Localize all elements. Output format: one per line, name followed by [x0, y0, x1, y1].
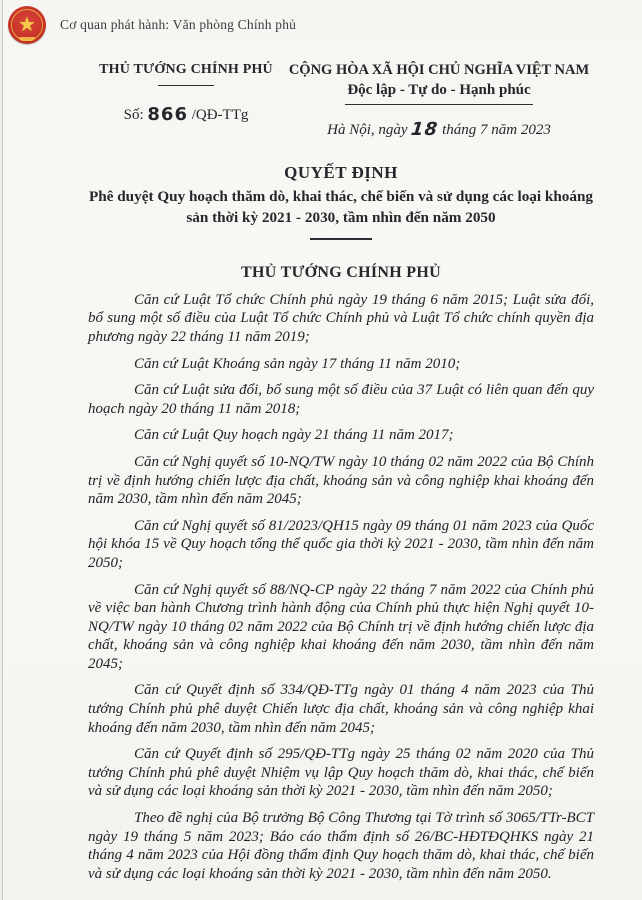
document-number-line	[88, 103, 284, 124]
document-subject: Phê duyệt Quy hoạch thăm dò, khai thác, chế biến và sử dụng các loại khoáng sản thời kỳ 2021 - 2030, tầm nhìn đến năm 2050	[88, 188, 594, 227]
country-title: CỘNG HÒA XÃ HỘI CHỦ NGHĨA VIỆT NAM	[288, 62, 590, 78]
body-paragraph: Căn cứ Luật Quy hoạch ngày 21 tháng 11 năm 2017;	[134, 427, 454, 444]
document-type-heading: QUYẾT ĐỊNH	[284, 163, 398, 183]
date-suffix: tháng 7 năm 2023	[438, 122, 551, 139]
place-date-line	[284, 118, 594, 139]
org-underline	[158, 85, 214, 86]
issuing-agency-bar	[0, 0, 642, 44]
header-right-column	[284, 62, 594, 139]
body-paragraph: Căn cứ Quyết định số 334/QĐ-TTg ngày 01 tháng 4 năm 2023 của Thủ tướng Chính phủ phê duyệt Chiến lược địa chất, khoáng sản và công nghiệp khai khoáng đến năm 2030, tầm nhìn đến năm 2045;	[88, 682, 594, 736]
document-header	[88, 62, 594, 139]
number-prefix: Số:	[123, 107, 148, 124]
title-block	[88, 163, 594, 239]
body-paragraph: Căn cứ Nghị quyết số 81/2023/QH15 ngày 09 tháng 01 năm 2023 của Quốc hội khóa 15 về Quy hoạch tổng thể quốc gia thời kỳ 2021 - 2030, tầm nhìn đến năm 2050;	[88, 517, 594, 571]
emblem-star-icon: ★	[18, 11, 36, 36]
vietnam-national-emblem-icon	[8, 6, 46, 44]
issuer-heading: THỦ TƯỚNG CHÍNH PHỦ	[241, 263, 441, 281]
title-divider	[310, 238, 372, 239]
org-name: THỦ TƯỚNG CHÍNH PHỦ	[99, 62, 273, 77]
body-paragraph: Căn cứ Nghị quyết số 88/NQ-CP ngày 22 tháng 7 năm 2022 của Chính phủ về việc ban hành Chương trình hành động của Chính phủ thực hiện Nghị quyết 10-NQ/TW ngày 10 tháng 02 năm 2022 của Bộ Chính trị về định hướng chiến lược địa chất, khoáng sản và công nghiệp khai khoáng đến năm 2030, tầm nhìn đến năm 2045;	[88, 581, 594, 672]
body-paragraph: Căn cứ Luật Tổ chức Chính phủ ngày 19 tháng 6 năm 2015; Luật sửa đổi, bổ sung một số điều của Luật Tổ chức Chính phủ và Luật Tổ chức chính quyền địa phương ngày 22 tháng 11 năm 2019;	[88, 291, 594, 345]
date-day-handwritten: 18	[410, 119, 440, 141]
page-edge-line	[2, 0, 3, 900]
document-body	[0, 44, 642, 883]
emblem-sheaf-shape	[19, 37, 35, 41]
date-prefix: Hà Nội, ngày	[327, 122, 412, 139]
body-paragraph: Căn cứ Quyết định số 295/QĐ-TTg ngày 25 tháng 02 năm 2020 của Thủ tướng Chính phủ phê duyệt Nhiệm vụ lập Quy hoạch thăm dò, khai thác, chế biến và sử dụng các loại khoáng sản thời kỳ 2021 - 2030, tầm nhìn đến năm 2050;	[88, 746, 594, 800]
national-motto: Độc lập - Tự do - Hạnh phúc	[347, 82, 531, 98]
number-suffix: /QĐ-TTg	[187, 107, 249, 124]
header-left-column	[88, 62, 284, 124]
issuing-agency-label: Cơ quan phát hành: Văn phòng Chính phủ	[60, 16, 297, 32]
body-paragraph: Theo đề nghị của Bộ trưởng Bộ Công Thương tại Tờ trình số 3065/TTr-BCT ngày 19 tháng 5 năm 2023; Báo cáo thẩm định số 26/BC-HĐTĐQHKS ngày 21 tháng 4 năm 2023 của Hội đồng thẩm định Quy hoạch thăm dò, khai thác, chế biến và sử dụng các loại khoáng sản thời kỳ 2021 - 2030, tầm nhìn đến năm 2050.	[88, 810, 594, 882]
legal-basis-paragraphs	[88, 291, 594, 884]
motto-underline	[345, 104, 533, 105]
body-paragraph: Căn cứ Luật Khoáng sản ngày 17 tháng 11 năm 2010;	[134, 355, 461, 372]
number-handwritten: 866	[147, 104, 188, 126]
body-paragraph: Căn cứ Luật sửa đổi, bổ sung một số điều của 37 Luật có liên quan đến quy hoạch ngày 20 tháng 11 năm 2018;	[88, 382, 594, 417]
body-paragraph: Căn cứ Nghị quyết số 10-NQ/TW ngày 10 tháng 02 năm 2022 của Bộ Chính trị về định hướng chiến lược địa chất, khoáng sản và công nghiệp khai khoáng đến năm 2030, tầm nhìn đến năm 2045;	[88, 453, 594, 508]
